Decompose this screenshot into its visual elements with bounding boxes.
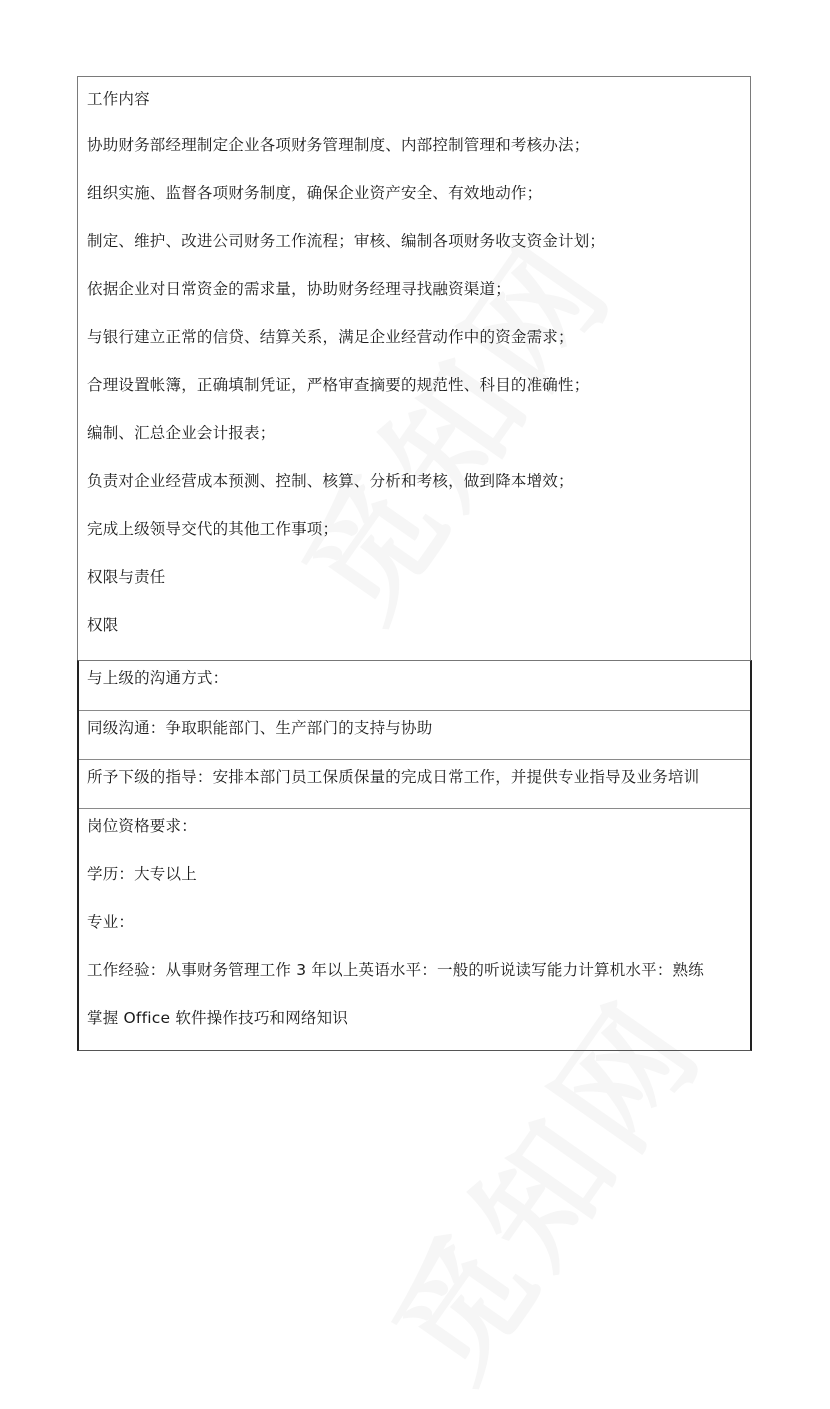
- superior-communication-text: 与上级的沟通方式：: [87, 669, 229, 687]
- duty-item: 负责对企业经营成本预测、控制、核算、分析和考核，做到降本增效；: [87, 472, 574, 490]
- work-content-section: [77, 76, 751, 660]
- duty-item: 与银行建立正常的信贷、结算关系，满足企业经营动作中的资金需求；: [87, 328, 574, 346]
- duty-item: 协助财务部经理制定企业各项财务管理制度、内部控制管理和考核办法；: [87, 136, 590, 154]
- duty-item: 依据企业对日常资金的需求量，协助财务经理寻找融资渠道；: [87, 280, 511, 298]
- experience-requirement-line1: 工作经验：从事财务管理工作 3 年以上英语水平：一般的听说读写能力计算机水平：熟练: [87, 961, 704, 979]
- peer-communication-text: 同级沟通：争取职能部门、生产部门的支持与协助: [87, 719, 433, 737]
- work-content-heading: 工作内容: [87, 90, 150, 108]
- superior-communication-row: [79, 661, 750, 710]
- major-requirement: 专业：: [87, 913, 135, 931]
- qualifications-heading: 岗位资格要求：: [87, 817, 197, 835]
- duty-item: 组织实施、监督各项财务制度，确保企业资产安全、有效地动作；: [87, 184, 543, 202]
- experience-requirement-line2: 掌握 Office 软件操作技巧和网络知识: [87, 1009, 349, 1027]
- duty-item: 完成上级领导交代的其他工作事项；: [87, 520, 339, 538]
- duty-item: 编制、汇总企业会计报表；: [87, 424, 276, 442]
- authority-heading: 权限与责任: [87, 568, 166, 586]
- communication-qualifications-section: [77, 660, 752, 1051]
- peer-communication-row: [79, 710, 750, 759]
- authority-subheading: 权限: [87, 616, 119, 634]
- subordinate-guidance-text: 所予下级的指导：安排本部门员工保质保量的完成日常工作，并提供专业指导及业务培训: [87, 768, 700, 786]
- education-requirement: 学历：大专以上: [87, 865, 197, 883]
- qualifications-row: [79, 808, 750, 1051]
- duty-item: 制定、维护、改进公司财务工作流程；审核、编制各项财务收支资金计划；: [87, 232, 606, 250]
- subordinate-guidance-row: [79, 759, 750, 808]
- duty-item: 合理设置帐簿，正确填制凭证，严格审查摘要的规范性、科目的准确性；: [87, 376, 590, 394]
